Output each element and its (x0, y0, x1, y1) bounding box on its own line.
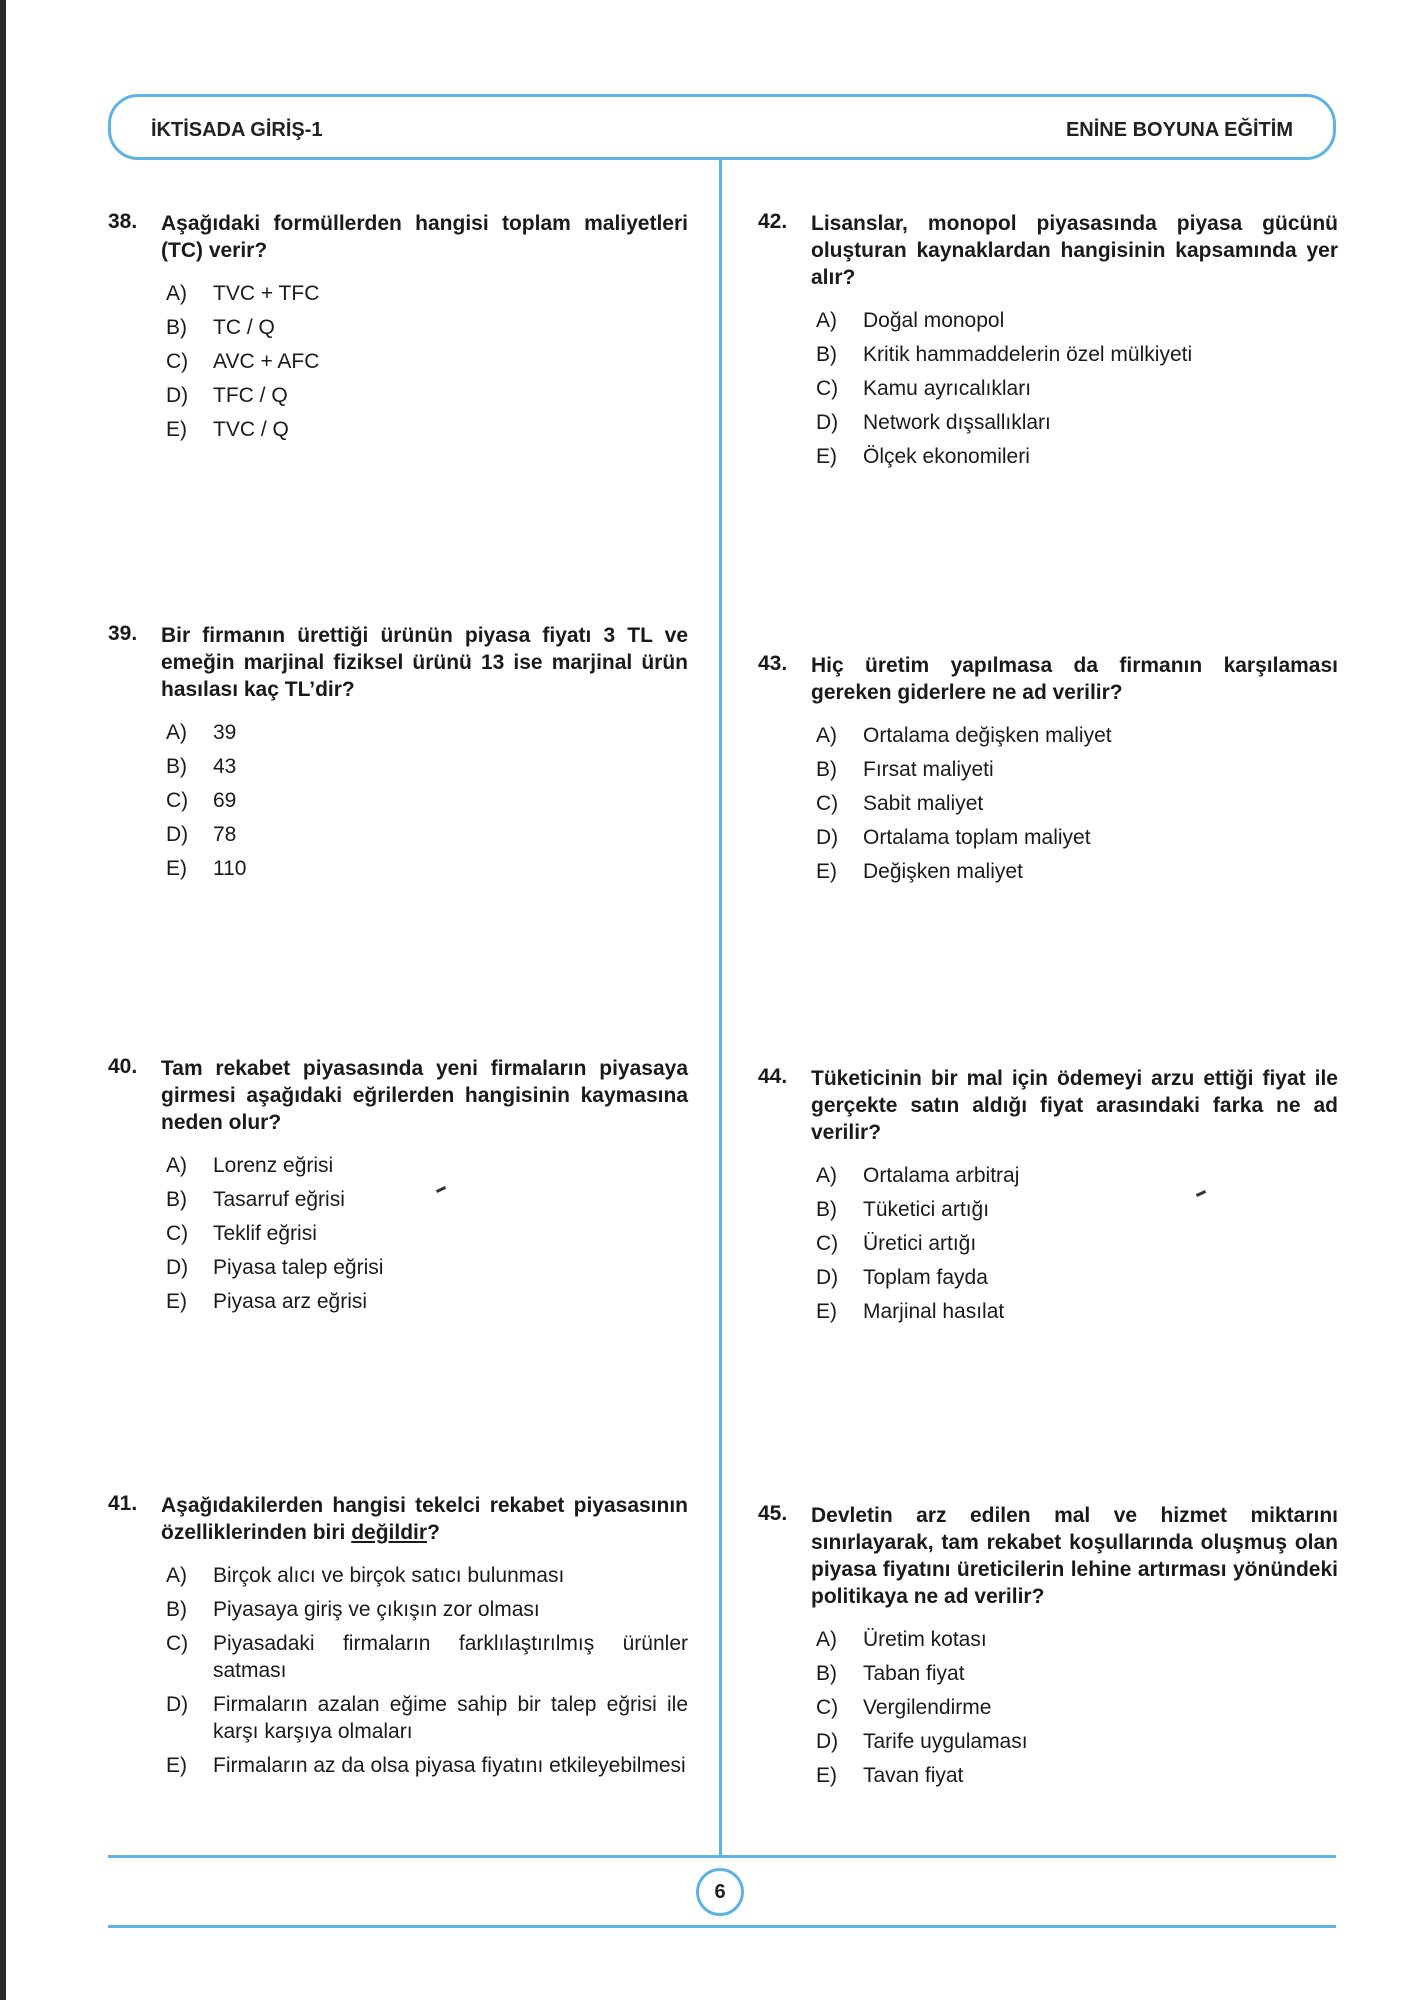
option-letter: C) (816, 1696, 839, 1719)
option-text: Kamu ayrıcalıkları (863, 377, 1032, 400)
option-text: Üretim kotası (863, 1628, 987, 1651)
option-text: Firmaların az da olsa piyasa fiyatını etkileyebilmesi (213, 1754, 686, 1777)
option-b[interactable] (166, 314, 688, 341)
option-letter: B) (816, 343, 837, 366)
course-title: İKTİSADA GİRİŞ-1 (151, 119, 323, 141)
option-letter: C) (816, 1232, 839, 1255)
option-a[interactable] (166, 1152, 688, 1179)
option-text: Ölçek ekonomileri (863, 445, 1030, 468)
option-text: Fırsat maliyeti (863, 758, 994, 781)
option-text: Vergilendirme (863, 1696, 992, 1719)
option-c[interactable] (166, 1220, 688, 1247)
option-d[interactable] (166, 1254, 688, 1281)
question-number: 45. (758, 1502, 788, 1525)
options-list (166, 280, 688, 443)
option-text: 110 (213, 857, 247, 880)
options-list (816, 722, 1338, 885)
option-text: Tasarruf eğrisi (213, 1188, 345, 1211)
option-c[interactable] (816, 790, 1338, 817)
option-letter: E) (166, 1754, 187, 1777)
option-letter: B) (816, 1662, 837, 1685)
option-text: Toplam fayda (863, 1266, 988, 1289)
option-letter: D) (166, 823, 189, 846)
option-letter: A) (166, 721, 187, 744)
question-stem: Tam rekabet piyasasında yeni firmaların piyasaya girmesi aşağıdaki eğrilerden hangisinin kaymasına neden olur? (161, 1057, 688, 1134)
option-c[interactable] (816, 1230, 1338, 1257)
option-d[interactable] (166, 821, 688, 848)
question-stem: Aşağıdaki formüllerden hangisi toplam maliyetleri (TC) verir? (161, 212, 688, 262)
option-text: Sabit maliyet (863, 792, 984, 815)
option-text: TVC / Q (213, 418, 289, 441)
option-text: Tüketici artığı (863, 1198, 990, 1221)
question-stem: Bir firmanın ürettiği ürünün piyasa fiyatı 3 TL ve emeğin marjinal fiziksel ürünü 13 ise marjinal ürün hasılası kaç TL’dir? (161, 624, 688, 701)
option-letter: B) (816, 758, 837, 781)
question-stem (161, 1492, 688, 1546)
scan-left-edge (0, 0, 6, 2000)
option-text: Piyasa arz eğrisi (213, 1290, 368, 1313)
option-letter: D) (816, 826, 839, 849)
option-e[interactable] (816, 1298, 1338, 1325)
question-number: 39. (108, 622, 138, 645)
options-list (166, 1562, 688, 1779)
option-a[interactable] (816, 307, 1338, 334)
question-45 (758, 1502, 1338, 1796)
option-letter: E) (166, 1290, 187, 1313)
question-stem: Devletin arz edilen mal ve hizmet miktarını sınırlayarak, tam rekabet koşullarında oluşmuş olan piyasa fiyatını üreticilerin lehine artırması yönündeki politikaya ne ad verilir? (811, 1504, 1338, 1608)
footer-bottom-rule (108, 1925, 1336, 1928)
option-letter: A) (816, 309, 837, 332)
option-c[interactable] (816, 375, 1338, 402)
option-text: 69 (213, 789, 237, 812)
question-42 (758, 210, 1338, 477)
option-text: Lorenz eğrisi (213, 1154, 334, 1177)
option-letter: C) (166, 1222, 189, 1245)
stem-end: ? (427, 1521, 440, 1544)
option-letter: D) (166, 1256, 189, 1279)
question-40 (108, 1055, 688, 1322)
option-text: TFC / Q (213, 384, 288, 407)
option-e[interactable] (166, 855, 688, 882)
option-text: Ortalama arbitraj (863, 1164, 1020, 1187)
option-b[interactable] (816, 1196, 1338, 1223)
option-a[interactable] (816, 722, 1338, 749)
option-letter: E) (816, 445, 837, 468)
option-c[interactable] (166, 348, 688, 375)
page-header (108, 94, 1336, 160)
option-letter: C) (166, 789, 189, 812)
option-text: Doğal monopol (863, 309, 1005, 332)
question-number: 44. (758, 1065, 788, 1088)
option-text: TVC + TFC (213, 282, 320, 305)
option-letter: A) (816, 724, 837, 747)
question-stem: Tüketicinin bir mal için ödemeyi arzu ettiği fiyat ile gerçekte satın aldığı fiyat arasındaki farka ne ad verilir? (811, 1067, 1338, 1144)
option-letter: E) (816, 860, 837, 883)
option-letter: D) (166, 384, 189, 407)
option-e[interactable] (816, 1762, 1338, 1789)
question-number: 38. (108, 210, 138, 233)
option-text: TC / Q (213, 316, 275, 339)
options-list (816, 307, 1338, 470)
option-text: Ortalama toplam maliyet (863, 826, 1091, 849)
option-text: Taban fiyat (863, 1662, 965, 1685)
option-text: 39 (213, 721, 237, 744)
option-d[interactable] (816, 824, 1338, 851)
option-text: Piyasa talep eğrisi (213, 1256, 384, 1279)
question-38 (108, 210, 688, 450)
option-b[interactable] (166, 753, 688, 780)
option-letter: A) (166, 1154, 187, 1177)
option-text: AVC + AFC (213, 350, 320, 373)
option-letter: A) (166, 282, 187, 305)
option-d[interactable] (816, 1264, 1338, 1291)
option-letter: A) (816, 1164, 837, 1187)
options-list (166, 719, 688, 882)
option-letter: C) (816, 792, 839, 815)
option-text: Network dışsallıkları (863, 411, 1051, 434)
option-letter: A) (816, 1628, 837, 1651)
option-letter: C) (816, 377, 839, 400)
option-text: Teklif eğrisi (213, 1222, 317, 1245)
option-b[interactable] (166, 1596, 688, 1623)
option-c[interactable] (166, 1630, 688, 1684)
option-letter: B) (816, 1198, 837, 1221)
question-43 (758, 652, 1338, 892)
option-letter: E) (816, 1764, 837, 1787)
option-letter: C) (166, 1632, 189, 1655)
option-letter: D) (816, 1266, 839, 1289)
option-a[interactable] (816, 1162, 1338, 1189)
options-list (166, 1152, 688, 1315)
publisher-title: ENİNE BOYUNA EĞİTİM (1065, 119, 1293, 141)
option-text: Piyasadaki firmaların farklılaştırılmış ürünler satması (213, 1632, 688, 1682)
option-b[interactable] (816, 341, 1338, 368)
option-letter: D) (816, 411, 839, 434)
stem-underlined: değildir (351, 1521, 428, 1544)
option-letter: C) (166, 350, 189, 373)
option-text: 43 (213, 755, 237, 778)
option-letter: B) (166, 316, 187, 339)
question-41 (108, 1492, 688, 1786)
options-list (816, 1626, 1338, 1789)
option-letter: E) (166, 857, 187, 880)
option-letter: B) (166, 1188, 187, 1211)
option-letter: D) (816, 1730, 839, 1753)
question-39 (108, 622, 688, 889)
option-e[interactable] (816, 858, 1338, 885)
option-d[interactable] (816, 409, 1338, 436)
option-letter: A) (166, 1564, 187, 1587)
question-44 (758, 1065, 1338, 1332)
option-letter: B) (166, 755, 187, 778)
option-d[interactable] (816, 1728, 1338, 1755)
question-stem: Lisanslar, monopol piyasasında piyasa gücünü oluşturan kaynaklardan hangisinin kapsamında yer alır? (811, 212, 1338, 289)
option-a[interactable] (166, 280, 688, 307)
option-b[interactable] (166, 1186, 688, 1213)
option-text: Tarife uygulaması (863, 1730, 1028, 1753)
option-text: Birçok alıcı ve birçok satıcı bulunması (213, 1564, 565, 1587)
page-number: 6 (696, 1868, 744, 1916)
options-list (816, 1162, 1338, 1325)
option-e[interactable] (166, 1288, 688, 1315)
option-letter: E) (166, 418, 187, 441)
option-d[interactable] (166, 1691, 688, 1745)
option-letter: B) (166, 1598, 187, 1621)
footer-top-rule (108, 1855, 1336, 1858)
option-text: 78 (213, 823, 237, 846)
option-b[interactable] (816, 1660, 1338, 1687)
option-c[interactable] (166, 787, 688, 814)
option-text: Tavan fiyat (863, 1764, 964, 1787)
option-a[interactable] (166, 1562, 688, 1589)
option-text: Piyasaya giriş ve çıkışın zor olması (213, 1598, 540, 1621)
option-c[interactable] (816, 1694, 1338, 1721)
option-text: Üretici artığı (863, 1232, 977, 1255)
option-text: Kritik hammaddelerin özel mülkiyeti (863, 343, 1193, 366)
option-text: Firmaların azalan eğime sahip bir talep eğrisi ile karşı karşıya olmaları (213, 1693, 688, 1743)
option-letter: D) (166, 1693, 189, 1716)
option-text: Ortalama değişken maliyet (863, 724, 1112, 747)
option-text: Marjinal hasılat (863, 1300, 1005, 1323)
option-a[interactable] (166, 719, 688, 746)
question-number: 42. (758, 210, 788, 233)
option-e[interactable] (166, 416, 688, 443)
column-divider (719, 160, 722, 1858)
question-stem: Hiç üretim yapılmasa da firmanın karşılaması gereken giderlere ne ad verilir? (811, 654, 1338, 704)
question-number: 41. (108, 1492, 138, 1515)
option-e[interactable] (816, 443, 1338, 470)
option-a[interactable] (816, 1626, 1338, 1653)
option-d[interactable] (166, 382, 688, 409)
option-letter: E) (816, 1300, 837, 1323)
option-text: Değişken maliyet (863, 860, 1023, 883)
stem-text: Aşağıdakilerden hangisi tekelci rekabet piyasasının özelliklerinden biri (161, 1494, 688, 1544)
option-b[interactable] (816, 756, 1338, 783)
question-number: 43. (758, 652, 788, 675)
option-e[interactable] (166, 1752, 688, 1779)
question-number: 40. (108, 1055, 138, 1078)
